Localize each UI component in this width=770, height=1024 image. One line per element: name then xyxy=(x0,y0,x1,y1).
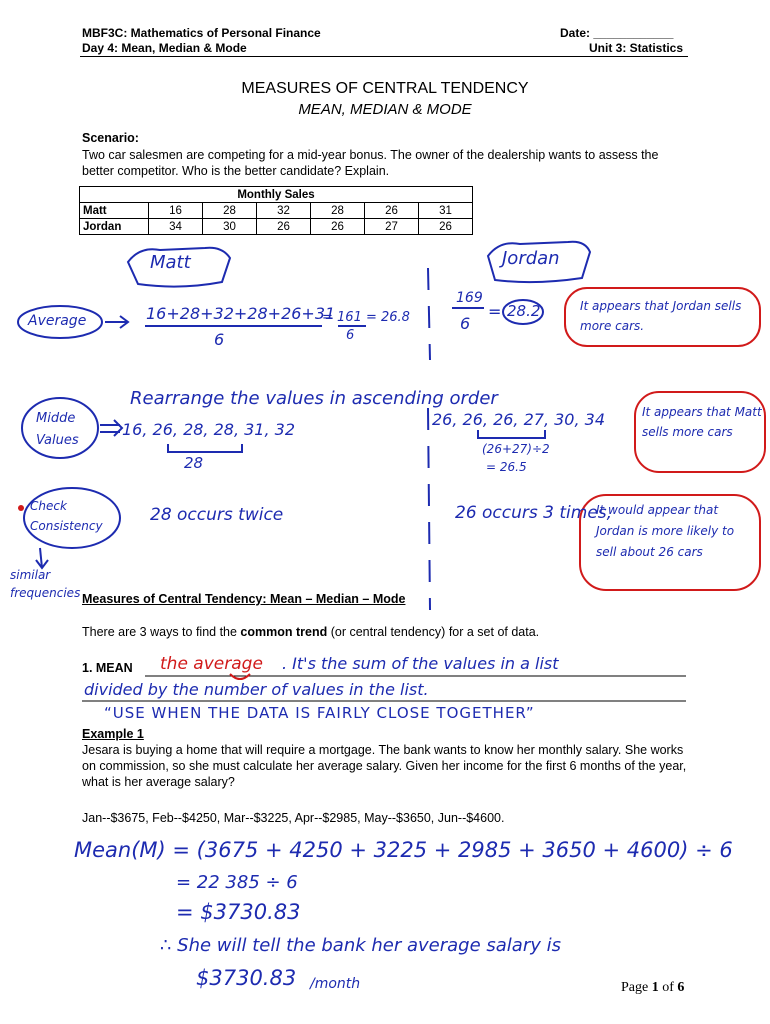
page-label: Page xyxy=(621,980,652,995)
jordan-mode: 26 occurs 3 times, xyxy=(455,503,613,523)
matt-average-result: = 161 = 26.8 xyxy=(322,310,410,325)
page-number xyxy=(621,980,684,996)
jordan-label: Jordan xyxy=(502,248,560,269)
jordan-average-numerator: 169 xyxy=(456,290,483,306)
work-line-3: = $3730.83 xyxy=(176,900,301,924)
matt-mode: 28 occurs twice xyxy=(150,505,284,525)
mean-answer-line2: divided by the number of values in the list. xyxy=(84,680,429,699)
example-label: Example 1 xyxy=(82,727,144,741)
jordan-average-result: 28.2 xyxy=(507,302,541,320)
scenario-label: Scenario: xyxy=(82,131,139,145)
work-line-2: = 22 385 ÷ 6 xyxy=(176,872,298,893)
mean-answer-red: the average xyxy=(160,654,263,674)
average-label: Average xyxy=(28,313,87,329)
lesson-title: Day 4: Mean, Median & Mode xyxy=(82,41,247,55)
example-data: Jan--$3675, Feb--$4250, Mar--$3225, Apr--$2985, May--$3650, Jun--$4600. xyxy=(82,811,505,825)
intro-text: There are 3 ways to find the xyxy=(82,625,241,639)
page-of: of xyxy=(658,980,678,995)
matt-sorted-values: 16, 26, 28, 28, 31, 32 xyxy=(122,420,296,439)
work-line-4: ∴ She will tell the bank her average salary is xyxy=(160,935,561,956)
table-cell: 27 xyxy=(365,219,419,235)
table-caption: Monthly Sales xyxy=(80,187,473,203)
mean-answer-line1: . It's the sum of the values in a list xyxy=(282,654,559,673)
similar-frequencies-note: similar frequencies xyxy=(10,568,81,600)
row-name: Matt xyxy=(80,203,149,219)
jordan-mode-note: It would appear that Jordan is more likely to sell about 26 cars xyxy=(596,503,735,559)
table-cell: 30 xyxy=(203,219,257,235)
matt-label: Matt xyxy=(150,252,191,273)
intro-text-end: (or central tendency) for a set of data. xyxy=(327,625,540,639)
table-cell: 26 xyxy=(311,219,365,235)
middle-values-label: Midde Values xyxy=(36,411,79,448)
jordan-sorted-values: 26, 26, 26, 27, 30, 34 xyxy=(432,410,606,429)
scenario-text: Two car salesmen are competing for a mid-year bonus. The owner of the dealership wants to assess the better competitor. Who is the better candidate? Explain. xyxy=(82,148,659,178)
unit-label: Unit 3: Statistics xyxy=(589,41,684,55)
jordan-average-note: It appears that Jordan sells more cars. xyxy=(580,299,742,333)
jordan-median: = 26.5 xyxy=(486,460,527,474)
jordan-median-calc: (26+27)÷2 xyxy=(482,442,550,456)
mean-answer-line3: “USE WHEN THE DATA IS FAIRLY CLOSE TOGETHER” xyxy=(104,704,535,722)
work-line-1: Mean(M) = (3675 + 4250 + 3225 + 2985 + 3650 + 4600) ÷ 6 xyxy=(74,838,733,862)
mean-label: 1. MEAN xyxy=(82,661,133,675)
page-title: MEASURES OF CENTRAL TENDENCY xyxy=(241,80,529,97)
table-cell: 34 xyxy=(149,219,203,235)
intro-bold: common trend xyxy=(240,625,328,639)
page-current: 1 xyxy=(651,980,659,995)
section-intro xyxy=(82,624,539,640)
table-cell: 16 xyxy=(149,203,203,219)
work-line-5: $3730.83 xyxy=(196,966,297,990)
matt-median-note: It appears that Matt sells more cars xyxy=(642,405,762,439)
page-total: 6 xyxy=(677,980,685,995)
row-name: Jordan xyxy=(80,219,149,235)
page-subtitle: MEAN, MEDIAN & MODE xyxy=(298,101,472,118)
matt-average-denominator: 6 xyxy=(214,330,225,349)
check-consistency-label: Check Consistency xyxy=(30,499,103,533)
work-line-5-unit: /month xyxy=(310,976,361,992)
table-cell: 28 xyxy=(203,203,257,219)
rearrange-note: Rearrange the values in ascending order xyxy=(130,388,498,409)
jordan-average-denominator: 6 xyxy=(460,314,471,333)
table-cell: 26 xyxy=(365,203,419,219)
example-text: Jesara is buying a home that will require a mortgage. The bank wants to know her monthly salary. She works on commission, so she must calculate her average salary. Given her income for the first 6 months of the year, what is her average salary? xyxy=(82,743,687,789)
equals-sign: = xyxy=(488,302,502,321)
table-cell: 32 xyxy=(257,203,311,219)
bullet-dot xyxy=(18,505,24,511)
matt-median: 28 xyxy=(184,454,204,472)
section-heading: Measures of Central Tendency: Mean – Median – Mode xyxy=(82,592,406,606)
table-cell: 28 xyxy=(311,203,365,219)
table-cell: 26 xyxy=(257,219,311,235)
table-cell: 26 xyxy=(419,219,473,235)
table-cell: 31 xyxy=(419,203,473,219)
matt-average-numerator: 16+28+32+28+26+31 xyxy=(146,304,336,323)
course-title: MBF3C: Mathematics of Personal Finance xyxy=(82,26,321,40)
date-label: Date: ____________ xyxy=(560,26,674,40)
matt-average-frac-den: 6 xyxy=(346,328,355,343)
